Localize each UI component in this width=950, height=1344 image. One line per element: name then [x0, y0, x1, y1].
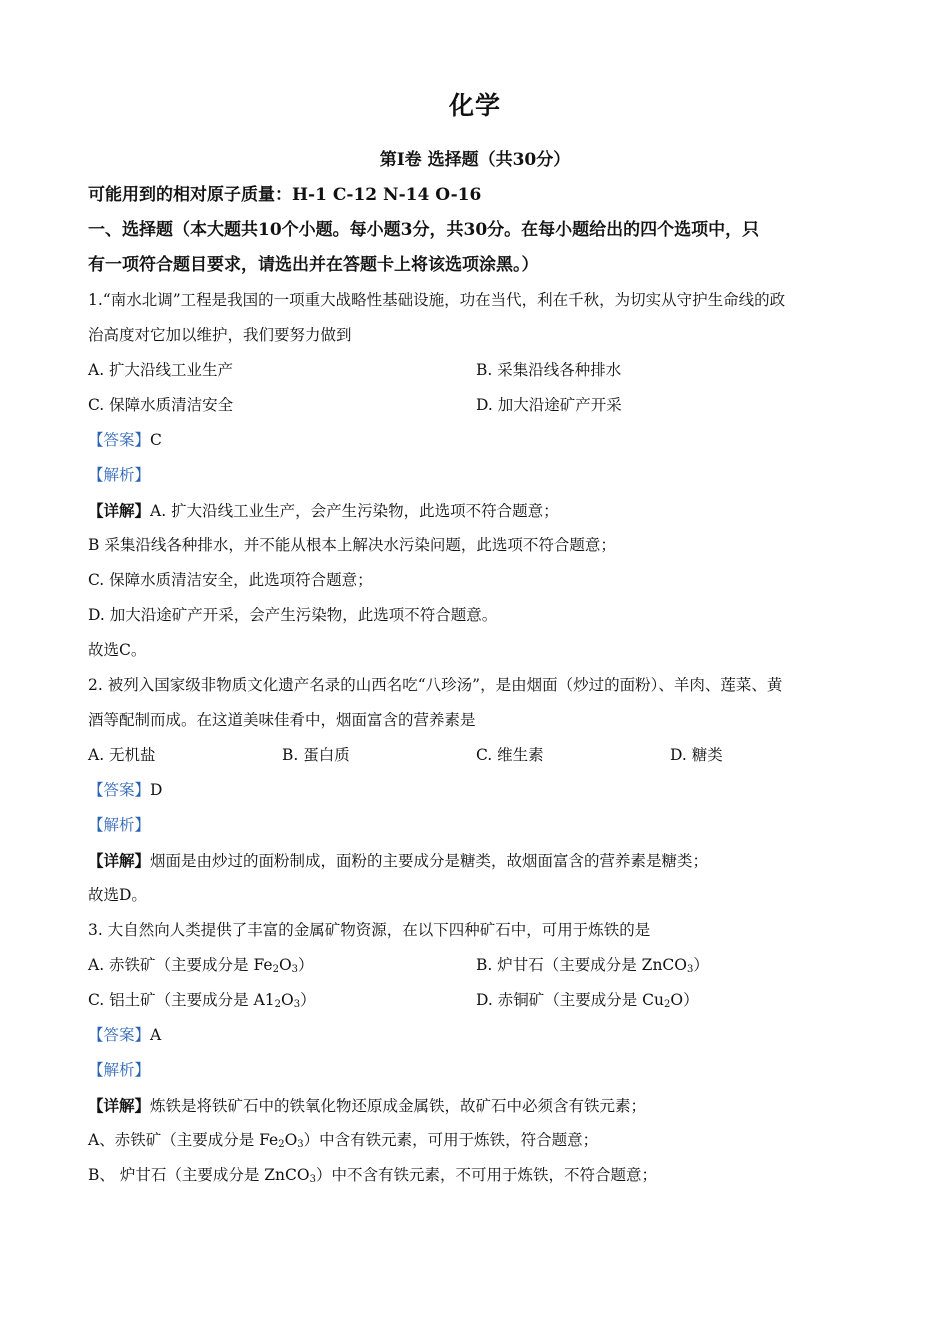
q3-options-row-1 [88, 948, 864, 983]
q1-option-b: B. 采集沿线各种排水 [476, 361, 622, 379]
q1-answer [88, 423, 864, 458]
page-title: 化学 [448, 91, 501, 120]
answer-label: 【答案】 [88, 1026, 151, 1044]
q3-detail-2: A、赤铁矿（主要成分是 $Fe_2O_3$）中含有铁元素，可用于炼铁，符合题意； [88, 1131, 599, 1150]
q1-option-c: C. 保障水质清洁安全 [88, 396, 234, 414]
analysis-label: 【解析】 [88, 816, 151, 834]
analysis-label: 【解析】 [88, 1061, 151, 1079]
q1-detail-1: 【详解】A. 扩大沿线工业生产，会产生污染物，此选项不符合题意； [88, 501, 559, 520]
q3-detail-3: B、 炉甘石（主要成分是 ZnCO$_3$）中不含有铁元素，不可用于炼铁，不符合题意； [88, 1166, 657, 1185]
q3-stem: 3. 大自然向人类提供了丰富的金属矿物资源，在以下四种矿石中，可用于炼铁的是 [88, 921, 651, 939]
q3-answer [88, 1018, 864, 1053]
q2-analysis [88, 808, 864, 843]
q1-stem-1: 1.“南水北调”工程是我国的一项重大战略性基础设施，功在当代，利在千秋，为切实从守护生命线的政 [88, 291, 786, 309]
q3-options-row-2 [88, 983, 864, 1018]
q2-detail-1: 【详解】烟面是由炒过的面粉制成，面粉的主要成分是糖类，故烟面富含的营养素是糖类； [88, 851, 709, 870]
q2-option-c: C. 维生素 [476, 746, 544, 764]
detail-label: 【详解】 [88, 501, 151, 520]
q2-answer [88, 773, 864, 808]
q1-option-d: D. 加大沿途矿产开采 [476, 396, 622, 414]
q3-option-c: C. 铝土矿（主要成分是 $A1_2O_3$） [88, 991, 316, 1010]
q3-analysis [88, 1053, 864, 1088]
q2-option-b: B. 蛋白质 [282, 746, 350, 764]
section-subtitle: 第I卷 选择题（共30分） [379, 150, 571, 170]
detail-label: 【详解】 [88, 1096, 151, 1115]
q1-analysis [88, 458, 864, 493]
q1-detail-3: C. 保障水质清洁安全，此选项符合题意； [88, 571, 373, 589]
section-instruction-1: 一、选择题（本大题共10个小题。每小题3分，共30分。在每小题给出的四个选项中，只 [88, 220, 760, 240]
q3-option-d: D. 赤铜矿（主要成分是 $Cu_2O$） [476, 991, 699, 1010]
q1-answer-value: C [150, 431, 162, 449]
document-body [88, 178, 864, 1193]
q1-options-row-1 [88, 353, 864, 388]
q3-detail-1: 【详解】炼铁是将铁矿石中的铁氧化物还原成金属铁，故矿石中必须含有铁元素； [88, 1096, 647, 1115]
q3-option-b: B. 炉甘石（主要成分是 ZnCO$_3$） [476, 956, 709, 975]
q3-answer-value: A [150, 1026, 162, 1044]
q1-detail-2: B 采集沿线各种排水，并不能从根本上解决水污染问题，此选项不符合题意； [88, 536, 616, 554]
q2-answer-value: D [150, 781, 163, 799]
q1-option-a: A. 扩大沿线工业生产 [88, 361, 234, 379]
answer-label: 【答案】 [88, 781, 151, 799]
q2-choose: 故选D。 [88, 886, 147, 904]
q1-detail-4: D. 加大沿途矿产开采，会产生污染物，此选项不符合题意。 [88, 606, 498, 624]
q1-stem-2: 治高度对它加以维护，我们要努力做到 [88, 326, 352, 344]
q2-option-a: A. 无机盐 [88, 746, 156, 764]
q1-options-row-2 [88, 388, 864, 423]
q2-options-row [88, 738, 864, 773]
detail-label: 【详解】 [88, 851, 151, 870]
analysis-label: 【解析】 [88, 466, 151, 484]
q2-option-d: D. 糖类 [670, 746, 723, 764]
q2-stem-2: 酒等配制而成。在这道美味佳肴中，烟面富含的营养素是 [88, 711, 476, 729]
q2-stem-1: 2. 被列入国家级非物质文化遗产名录的山西名吃“八珍汤”，是由烟面（炒过的面粉）、羊肉、莲菜、黄 [88, 676, 783, 694]
answer-label: 【答案】 [88, 431, 151, 449]
q3-option-a: A. 赤铁矿（主要成分是 $Fe_2O_3$） [88, 956, 314, 975]
section-instruction-2: 有一项符合题目要求，请选出并在答题卡上将该选项涂黑。） [88, 255, 539, 275]
q1-choose: 故选C。 [88, 641, 147, 659]
atomic-mass-line: 可能用到的相对原子质量：H-1 C-12 N-14 O-16 [88, 185, 482, 205]
